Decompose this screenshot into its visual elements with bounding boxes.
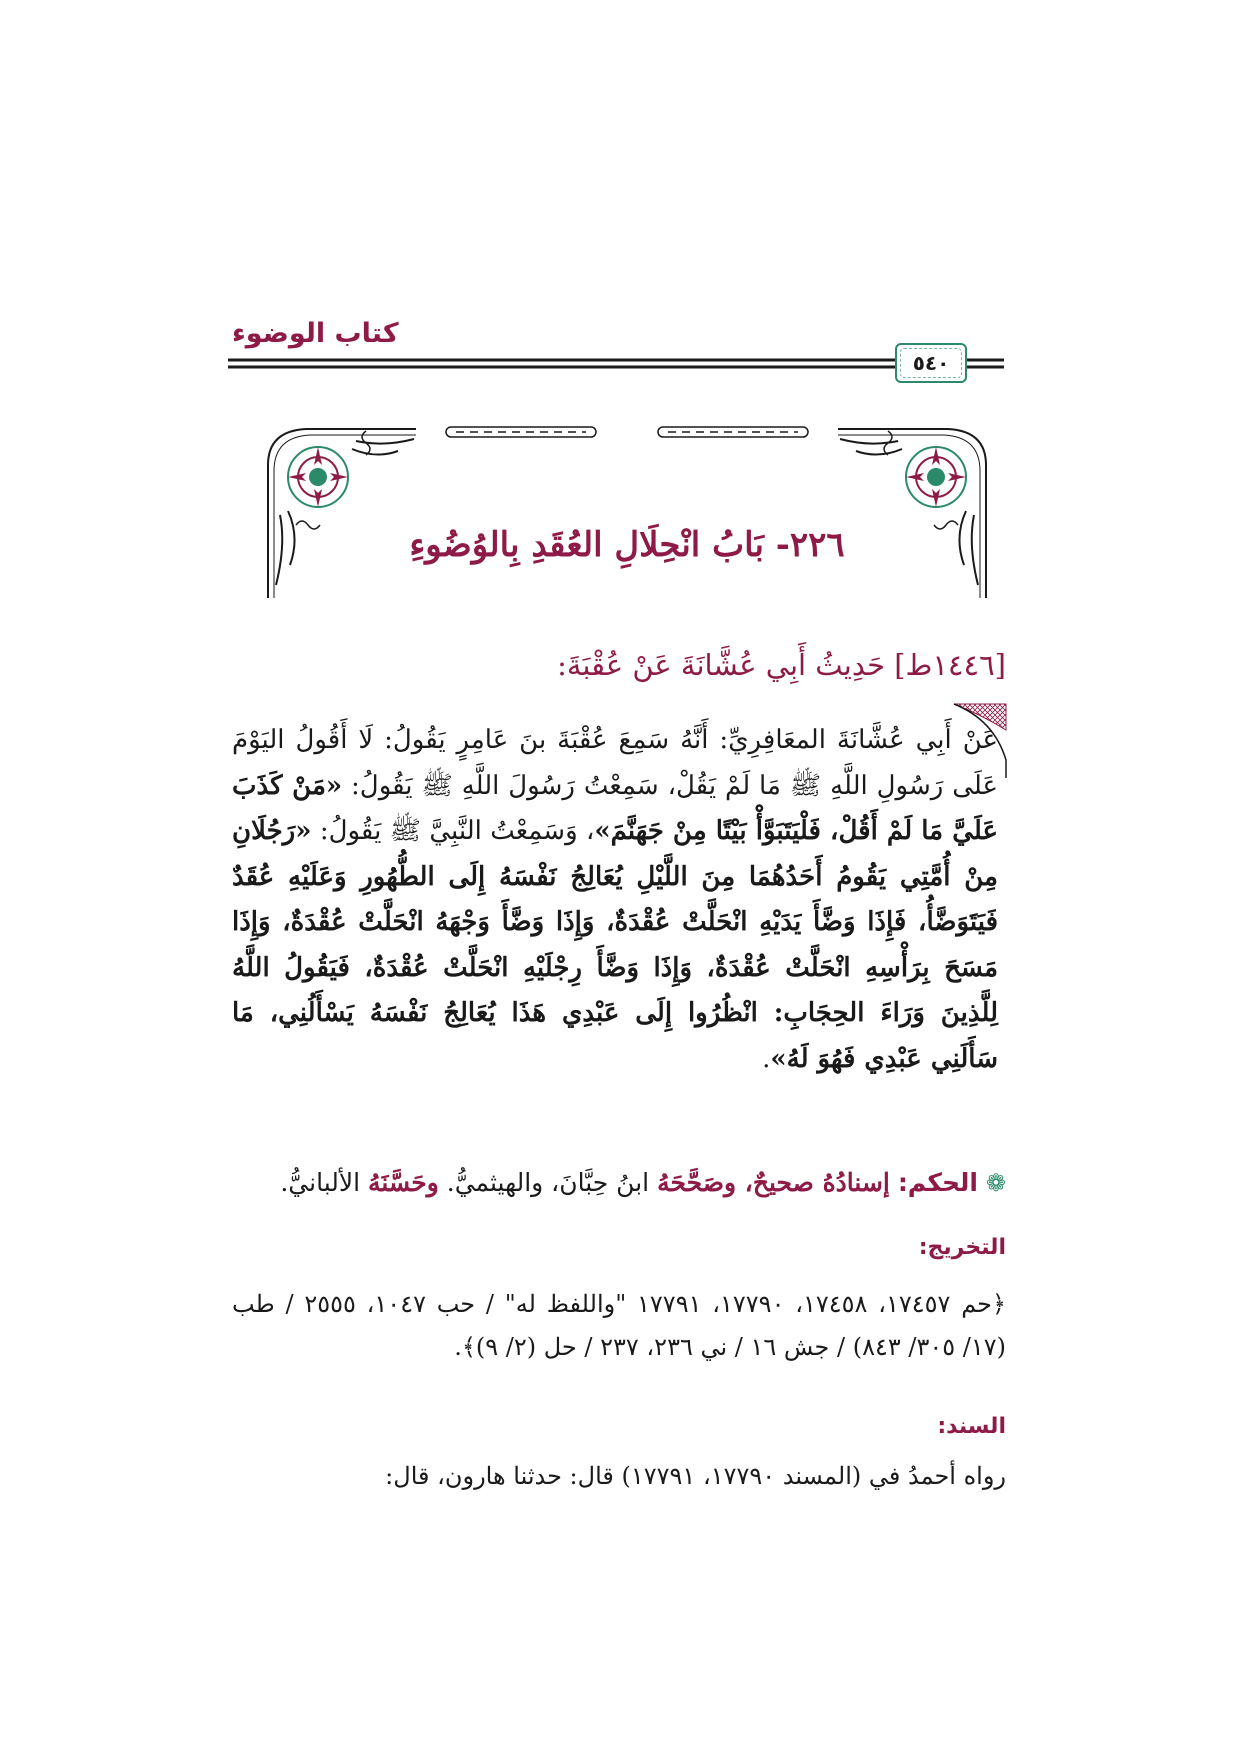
running-header-book-title: كتاب الوضوء [232, 318, 399, 349]
page-number-box [895, 343, 967, 383]
chapter-title: ٢٢٦- بَابُ انْحِلَالِ العُقَدِ بِالوُضُوءِ [409, 525, 845, 565]
takhrij-text: ﴿حم ١٧٤٥٧، ١٧٤٥٨، ١٧٧٩٠، ١٧٧٩١ "واللفظ له" / حب ١٠٤٧، ٢٥٥٥ / طب (١٧/ ٣٠٥/ ٨٤٣) / جش ١٦ / ني ٢٣٦، ٢٣٧ / حل (٢/ ٩)﴾. [232, 1290, 1007, 1361]
sanad-label: السند: [937, 1414, 1006, 1439]
hadith-intro: عَنْ أَبِي عُشَّانَةَ المعَافِرِيِّ: أَنَّهُ سَمِعَ عُقْبَةَ بنَ عَامِرٍ يَقُولُ: لَا أَقُولُ اليَوْمَ عَلَى رَسُولِ اللَّهِ ﷺ مَا لَمْ يَقُلْ، سَمِعْتُ رَسُولَ اللَّهِ ﷺ يَقُولُ: [232, 725, 999, 801]
flower-ornament-icon: ❁ [985, 1169, 1006, 1197]
hadith-body [232, 718, 998, 1082]
right-rosette-icon [838, 429, 986, 598]
header-double-rule [228, 357, 1004, 371]
ruling-hasanahu: وحَسَّنَهُ [368, 1168, 439, 1197]
top-chain-ornament-icon [446, 427, 808, 437]
hadith-middle: ، وَسَمِعْتُ النَّبِيَّ ﷺ يَقُولُ: [319, 816, 595, 846]
hadith-quote-2: «رَجُلَانِ مِنْ أُمَّتِي يَقُومُ أَحَدُهُمَا مِنَ اللَّيْلِ يُعَالِجُ نَفْسَهُ إِلَى الطُّهُورِ وَعَلَيْهِ عُقَدٌ فَيَتَوَضَّأُ، فَإِذَا وَضَّأَ يَدَيْهِ انْحَلَّتْ عُقْدَةٌ، وَإِذَا وَضَّأَ وَجْهَهُ انْحَلَّتْ عُقْدَةٌ، وَإِذَا مَسَحَ بِرَأْسِهِ انْحَلَّتْ عُقْدَةٌ، وَإِذَا وَضَّأَ رِجْلَيْهِ انْحَلَّتْ عُقْدَةٌ، فَيَقُولُ اللَّهُ لِلَّذِينَ وَرَاءَ الحِجَابِ: انْظُرُوا إِلَى عَبْدِي هَذَا يُعَالِجُ نَفْسَهُ يَسْأَلُنِي، مَا سَأَلَنِي عَبْدِي فَهُوَ لَهُ» [232, 816, 998, 1074]
hadith-heading: [١٤٤٦ط] حَدِيثُ أَبِي عُشَّانَةَ عَنْ عُقْبَةَ: [557, 648, 1006, 682]
sanad-text: رواه أحمدُ في (المسند ١٧٧٩٠، ١٧٧٩١) قال: حدثنا هارون، قال: [385, 1462, 1006, 1490]
left-rosette-icon [268, 429, 416, 598]
takhrij-label: التخريج: [918, 1235, 1006, 1260]
chapter-ornament-frame [266, 425, 988, 600]
ruling-end: الألبانيُّ. [280, 1168, 361, 1197]
hadith-end: . [762, 1043, 771, 1074]
ruling-label: الحكم: [897, 1168, 978, 1197]
hadith-quote-1: «مَنْ كَذَبَ عَلَيَّ مَا لَمْ أَقُلْ، فَلْيَتَبَوَّأْ بَيْتًا مِنْ جَهَنَّمَ» [232, 770, 998, 846]
ruling-verdict: إسنادُهُ صحيحٌ، وصَحَّحَهُ [657, 1168, 890, 1197]
ruling-line [232, 1168, 1006, 1197]
ruling-authenticators: ابنُ حِبَّانَ، والهيثميُّ. [446, 1168, 650, 1197]
page-number: ٥٤٠ [912, 351, 950, 375]
